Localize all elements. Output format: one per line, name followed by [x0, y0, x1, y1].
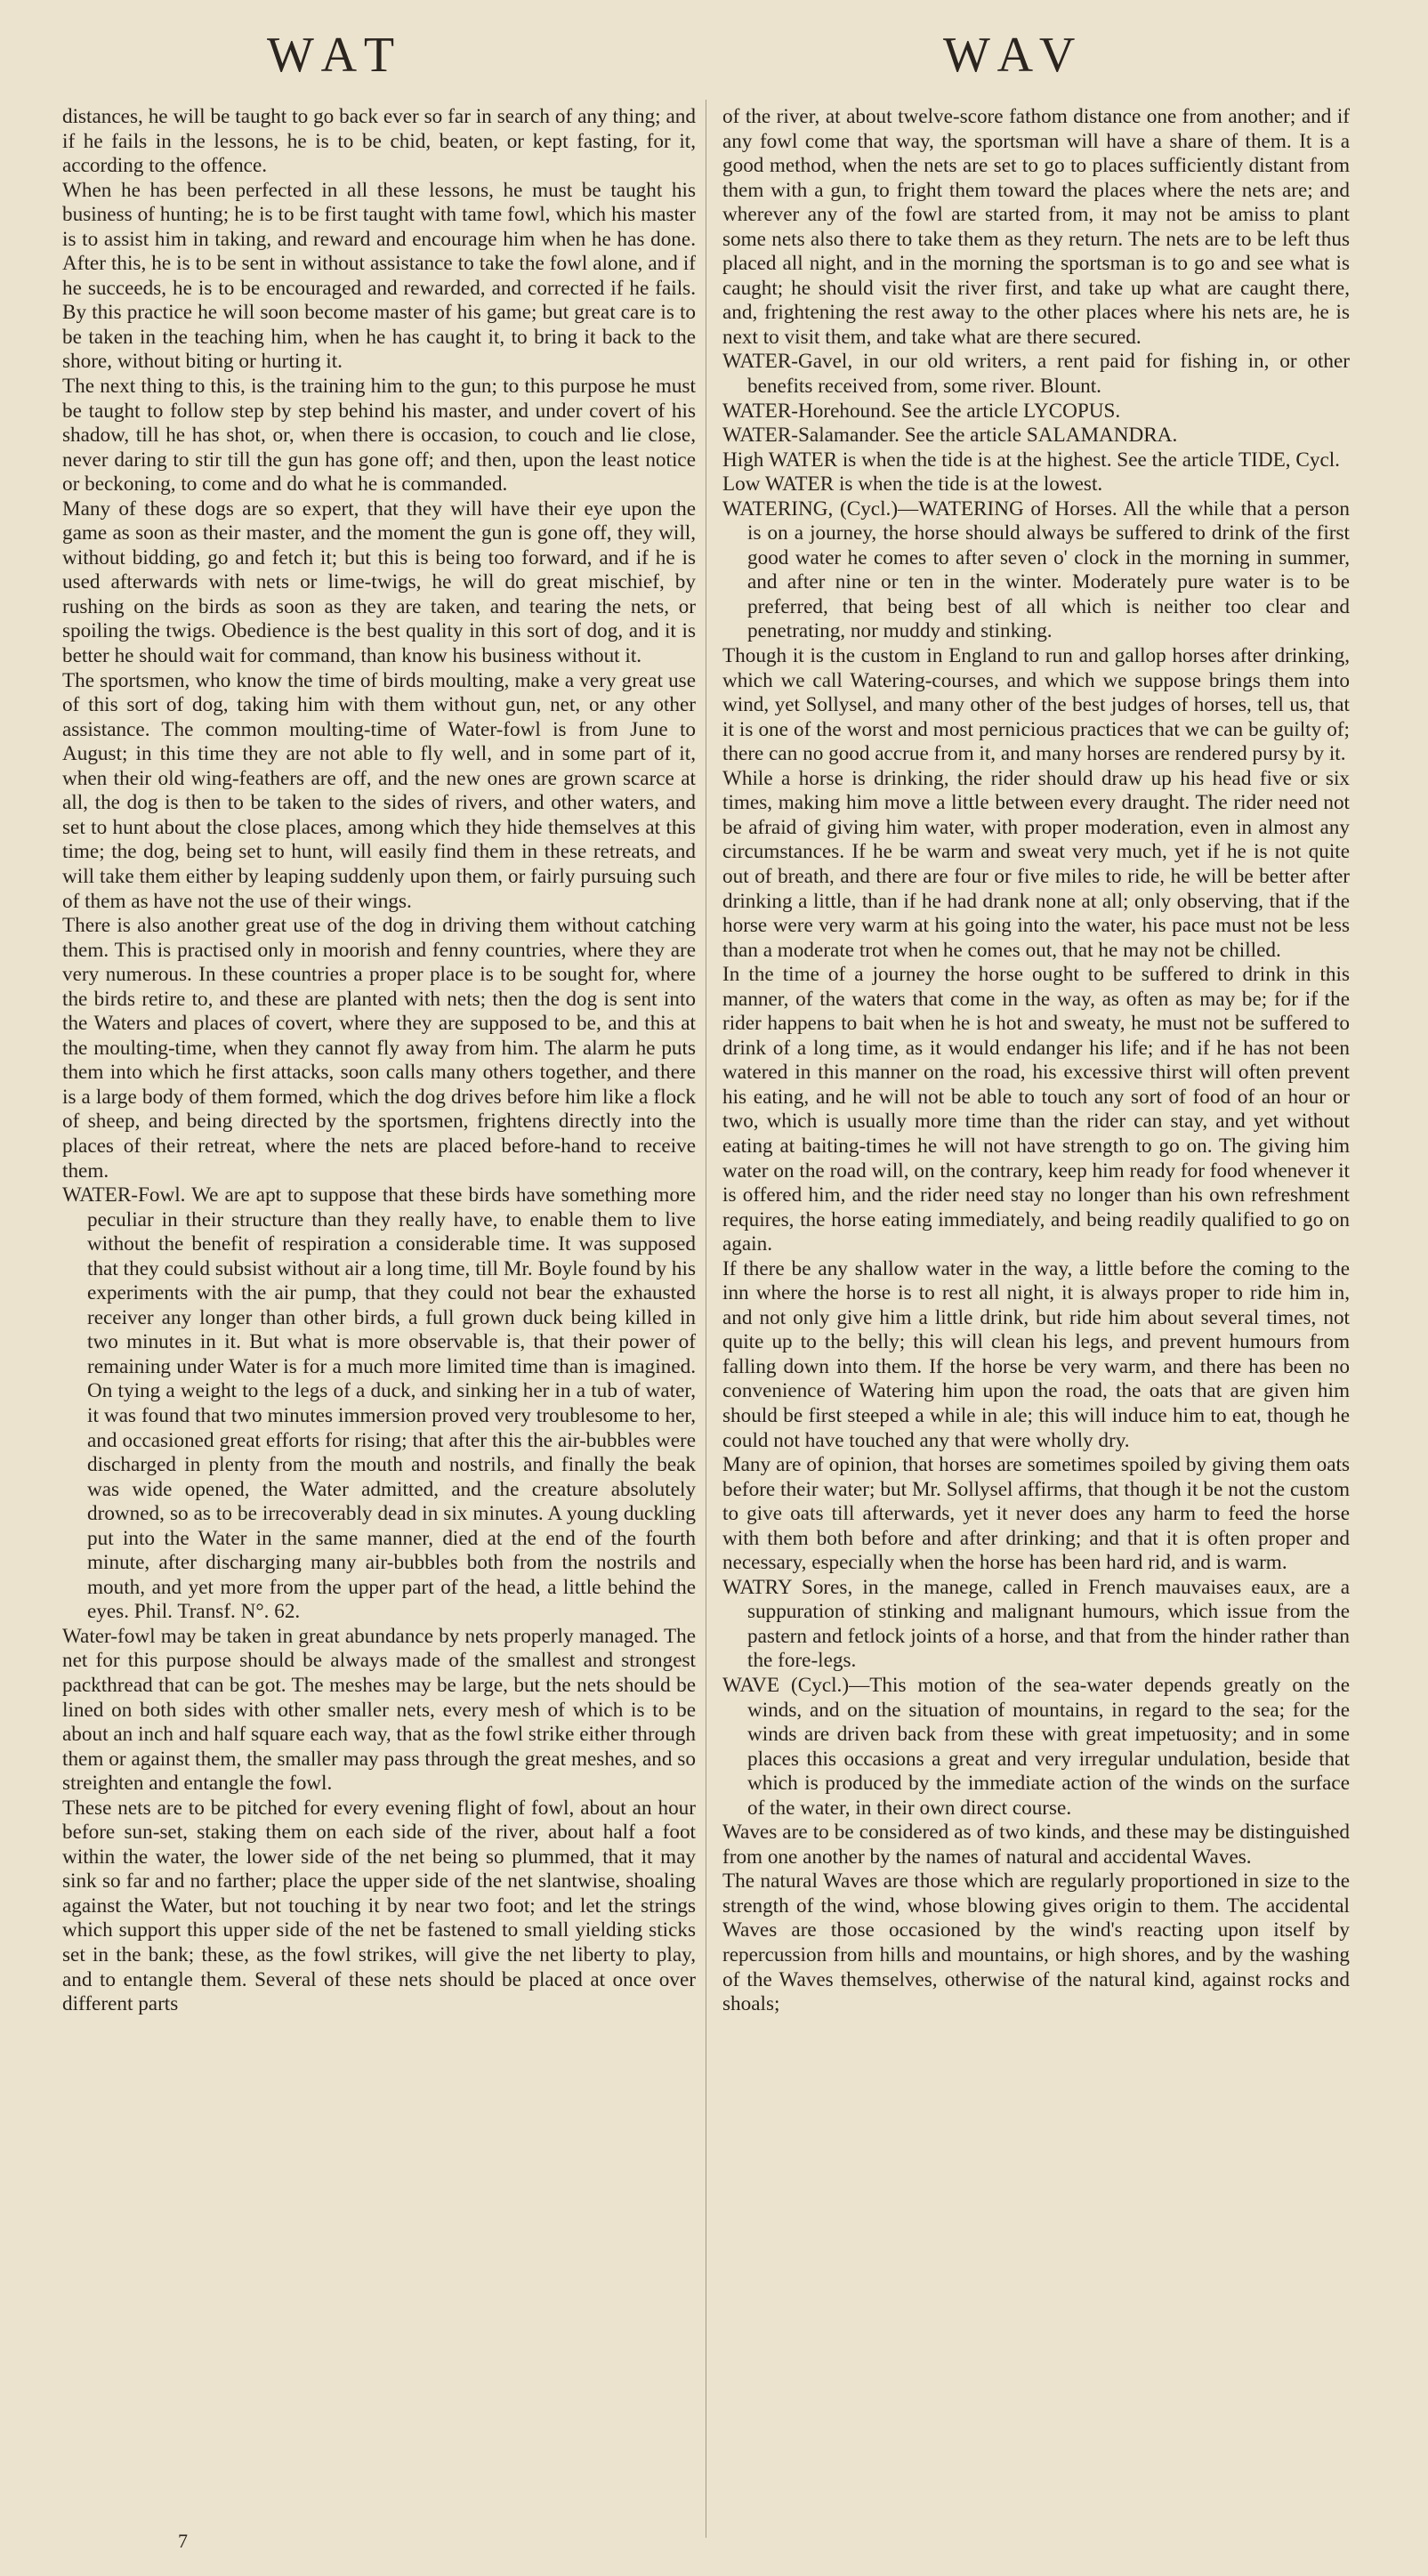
paragraph: If there be any shallow water in the way, a little before the coming to the inn where the horse is to rest all night, it is always proper to ride him in, and not only give him a little drink, but ride him about several times, not quite up to the belly; this will clean his legs, and prevent humours from falling down into them. If the horse be very warm, and there has been no convenience of Watering him upon the road, the oats that are given him should be first steeped a while in ale; this will induce him to eat, though he could not have touched any that were wholly dry.	[722, 1256, 1350, 1452]
page-number: 7	[178, 2530, 188, 2552]
entry-water-salamander: WATER-Salamander. See the article SALAMANDRA.	[722, 424, 1178, 448]
paragraph: In the time of a journey the horse ought to be suffered to drink in this manner, of the waters that come in the way, as often as may be; for if the rider happens to bait when he is hot and sweaty, he must not be suffered to drink of a long time, as it would endanger his life; and if he has not been watered in this manner on the road, his excessive thirst will often prevent his eating, and he will not be able to touch any sort of food of an hour or two, which is usually more time than the rider can stay, and yet without eating at baiting-times he will not have strength to go on. The giving him water on the road will, on the contrary, keep him ready for food whenever it is offered him, and the rider need stay no longer than his own refreshment requires, the horse eating immediately, and being readily qualified to go on again.	[722, 963, 1350, 1256]
paragraph: of the river, at about twelve-score fathom distance one from another; and if any fowl come that way, the sportsman will have a share of them. It is a good method, when the nets are set to go to places sufficiently distant from them with a gun, to fright them toward the places where the nets are; and wherever any of the fowl are started from, it may not be amiss to plant some nets also there to take them as they return. The nets are to be left thus placed all night, and in the morning the sportsman is to go and see what is caught; he should visit the river first, and take up what are caught there, and, frightening the rest away to the other places where his nets are, he is next to visit them, and take what are there secured.	[722, 105, 1350, 349]
paragraph: distances, he will be taught to go back ever so far in search of any thing; and if he fails in the lessons, he is to be chid, beaten, or kept fasting, for it, according to the offence.	[62, 105, 696, 178]
entry-water-horehound: WATER-Horehound. See the article LYCOPUS.	[722, 399, 1121, 423]
entry-watering: WATERING, (Cycl.)—WATERING of Horses. All the while that a person is on a journey, the horse should always be suffered to drink of the first good water he comes to after seven o' clock in the morning in summer, and after nine or ten in the winter. Moderately pure water is to be preferred, that being best of all which is neither too clear and penetrating, nor muddy and stinking.	[722, 497, 1350, 643]
paragraph: These nets are to be pitched for every evening flight of fowl, about an hour before sun-set, staking them on each side of the river, about half a foot within the water, the lower side of the net being so plummed, that it may sink so far and no farther; place the upper side of the net slantwise, shoaling against the Water, but not touching it by near two foot; and let the strings which support this upper side of the net be fastened to small yielding sticks set in the bank; these, as the fowl strikes, will give the net liberty to play, and to entangle them. Several of these nets should be placed at once over different parts	[62, 1796, 696, 2016]
paragraph: Though it is the custom in England to run and gallop horses after drinking, which we call Watering-courses, and which we suppose brings them into wind, yet Sollysel, and many other of the best judges of horses, tell us, that it is one of the worst and most pernicious practices that we can be guilty of; there can no good accrue from it, and many horses are rendered pursy by it.	[722, 644, 1350, 766]
paragraph: Waves are to be considered as of two kinds, and these may be distinguished from one another by the names of natural and accidental Waves.	[722, 1821, 1350, 1869]
paragraph: While a horse is drinking, the rider should draw up his head five or six times, making him move a little between every draught. The rider need not be afraid of giving him water, with proper moderation, even in almost any circumstances. If he be warm and sweat very much, yet if he is not quite out of breath, and there are four or five miles to ride, he will be better after drinking a little, than if he had drank none at all; only observing, that if the horse were very warm at his going into the water, his pace must not be less than a moderate trot when he comes out, that he may not be chilled.	[722, 766, 1350, 962]
entry-watry-sores: WATRY Sores, in the manege, called in French mauvaises eaux, are a suppuration of stinking and malignant humours, which issue from the pastern and fetlock joints of a horse, and that from the hinder rather than the fore-legs.	[722, 1575, 1350, 1673]
paragraph: When he has been perfected in all these lessons, he must be taught his business of hunting; he is to be first taught with tame fowl, which his master is to assist him in taking, and reward and encourage him when he has done. After this, he is to be sent in without assistance to take the fowl alone, and if he succeeds, he is to be encouraged and rewarded, and corrected if he fails. By this practice he will soon become master of his game; but great care is to be taken in the teaching him, when he has caught it, to bring it back to the shore, without biting or hurting it.	[62, 178, 696, 374]
paragraph: The next thing to this, is the training him to the gun; to this purpose he must be taught to follow step by step behind his master, and under covert of his shadow, till he has shot, or, when there is occasion, to couch and lie close, never daring to stir till the gun has gone off; and then, upon the least notice or beckoning, to come and do what he is commanded.	[62, 375, 696, 497]
paragraph: Many of these dogs are so expert, that they will have their eye upon the game as soon as their master, and the moment the gun is gone off, they will, without bidding, go and fetch it; but this is being too forward, and if he is used afterwards with nets or lime-twigs, he will do great mischief, by rushing on the birds as soon as they are taken, and tearing the nets, or spoiling the twigs. Obedience is the best quality in this sort of dog, and it is better he should wait for command, than know his business without it.	[62, 497, 696, 668]
paragraph: The sportsmen, who know the time of birds moulting, make a very great use of this sort of dog, taking him with them without gun, net, or any other assistance. The common moulting-time of Water-fowl is from June to August; in this time they are not able to fly well, and in some part of it, when their old wing-feathers are off, and the new ones are grown scarce at all, the dog is then to be taken to the sides of rivers, and other waters, and set to hunt about the close places, among which they hide themselves at this time; the dog, being set to hunt, will easily find them in these retreats, and will take them either by leaping suddenly upon them, or fairly pursuing such of them as have not the use of their wings.	[62, 668, 696, 913]
entry-low-water: Low WATER is when the tide is at the lowest.	[722, 472, 1103, 497]
paragraph: There is also another great use of the dog in driving them without catching them. This is practised only in moorish and fenny countries, where they are very numerous. In these countries a proper place is to be sought for, where the birds retire to, and these are planted with nets; then the dog is sent into the Waters and places of covert, where they are supposed to be, and this at the moulting-time, when they cannot fly away from him. The alarm he puts them into which he first attacks, soon calls many others together, and there is a large body of them formed, which the dog drives before him like a flock of sheep, and being directed by the sportsmen, frightens directly into the places of their retreat, where the nets are placed before-hand to receive them.	[62, 914, 696, 1183]
entry-high-water: High WATER is when the tide is at the highest. See the article TIDE, Cycl.	[722, 448, 1340, 472]
entry-wave: WAVE (Cycl.)—This motion of the sea-water depends greatly on the winds, and on the situation of mountains, in regard to the sea; for the winds are driven back from these with great impetuosity; and in some places this occasions a great and very irregular undulation, beside that which is produced by the immediate action of the winds on the surface of the water, in their own direct course.	[722, 1674, 1350, 1820]
entry-water-fowl: WATER-Fowl. We are apt to suppose that these birds have something more peculiar in their structure than they really have, to enable them to live without the benefit of respiration a considerable time. It was supposed that they could subsist without air a long time, till Mr. Boyle found by his experiments with the air pump, that they could not bear the exhausted receiver any longer than other birds, a full grown duck being killed in two minutes in it. But what is more observable is, that their power of remaining under Water is for a much more limited time than is imagined. On tying a weight to the legs of a duck, and sinking her in a tub of water, it was found that two minutes immersion proved very troublesome to her, and occasioned great efforts for rising; that after this the air-bubbles were discharged in plenty from the mouth and nostrils, and finally the beak was wide opened, the Water admitted, and the creature absolutely drowned, so as to be irrecoverably dead in six minutes. A young duckling put into the Water in the same manner, died at the end of the fourth minute, after discharging many air-bubbles both from the nostrils and mouth, and yet more from the upper part of the head, a little behind the eyes. Phil. Transf. N°. 62.	[62, 1183, 696, 1624]
running-head-right: WAV	[943, 28, 1088, 83]
paragraph: Many are of opinion, that horses are sometimes spoiled by giving them oats before their water; but Mr. Sollysel affirms, that though it be not the custom to give oats till afterwards, yet it never does any harm to feed the horse with them both before and after drinking; and that it is often proper and necessary, especially when the horse has been hard rid, and is warm.	[722, 1453, 1350, 1575]
right-column	[722, 105, 1350, 2017]
paragraph: The natural Waves are those which are regularly proportioned in size to the strength of the wind, whose blowing gives origin to them. The accidental Waves are those occasioned by the wind's reacting upon itself by repercussion from hills and mountains, or high shores, and by the washing of the Waves themselves, otherwise of the natural kind, against rocks and shoals;	[722, 1869, 1350, 2016]
paragraph: Water-fowl may be taken in great abundance by nets properly managed. The net for this purpose should be always made of the smallest and strongest packthread that can be got. The meshes may be large, but the nets should be lined on both sides with other smaller nets, every mesh of which is to be about an inch and half square each way, that as the fowl strike either through them or against them, the smaller may pass through the great meshes, and so streighten and entangle the fowl.	[62, 1624, 696, 1796]
entry-water-gavel: WATER-Gavel, in our old writers, a rent paid for fishing in, or other benefits received from, some river. Blount.	[722, 350, 1350, 399]
running-head-left: WAT	[267, 28, 407, 83]
left-column	[62, 105, 696, 2017]
